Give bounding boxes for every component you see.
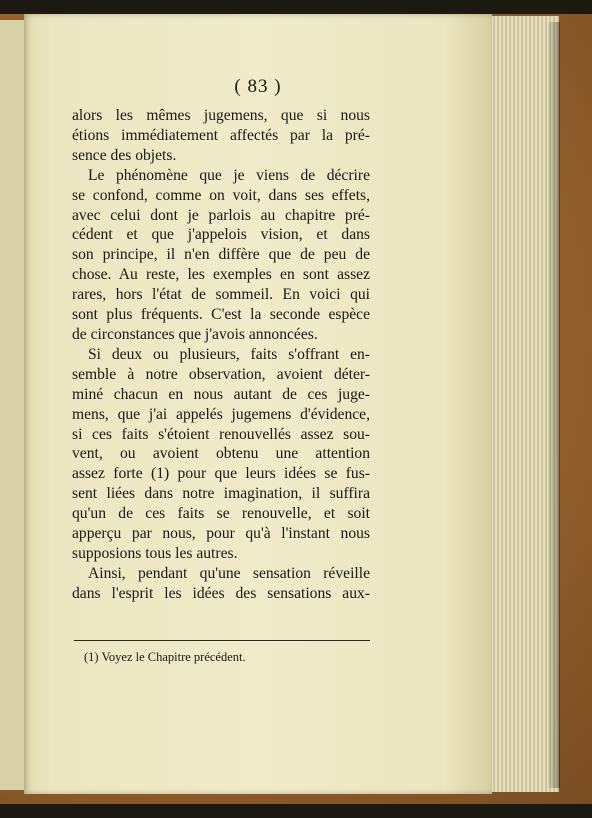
text-line: vent, ou avoient obtenu une attention <box>72 445 370 463</box>
text-line: sont plus fréquents. C'est la seconde espèce <box>72 306 370 324</box>
text-line: qu'un de ces faits se renouvelle, et soit <box>72 505 370 523</box>
page-number: ( 83 ) <box>234 76 282 97</box>
body-text <box>72 106 370 604</box>
text-line: rares, hors l'état de sommeil. En voici qui <box>72 286 370 304</box>
text-line: sence des objets. <box>72 146 177 164</box>
footnote: (1) Voyez le Chapitre précédent. <box>84 650 246 664</box>
text-line: se confond, comme on voit, dans ses effets, <box>72 186 370 204</box>
text-line: avec celui dont je parlois au chapitre pré- <box>72 206 370 224</box>
facing-page-edge <box>0 20 25 790</box>
text-line: alors les mêmes jugemens, que si nous <box>72 107 370 124</box>
text-line: étions immédiatement affectés par la pré- <box>72 126 370 144</box>
text-line: si ces faits s'étoient renouvellés assez sou- <box>72 425 370 443</box>
text-line: supposions tous les autres. <box>72 544 238 562</box>
text-line: sent liées dans notre imagination, il suffira <box>72 485 370 503</box>
text-line: chose. Au reste, les exemples en sont assez <box>72 266 370 284</box>
text-line: assez forte (1) pour que leurs idées se fus- <box>72 465 370 483</box>
text-line: Si deux ou plusieurs, faits s'offrant en- <box>88 345 370 363</box>
book-page <box>24 14 492 794</box>
text-line: Ainsi, pendant qu'une sensation réveille <box>88 564 370 582</box>
text-line: mens, que j'ai appelés jugemens d'évidence, <box>72 405 370 423</box>
text-line: dans l'esprit les idées des sensations aux- <box>72 584 370 602</box>
text-line: Le phénomène que je viens de décrire <box>88 166 370 184</box>
text-line: miné chacun en nous autant de ces juge- <box>72 385 370 403</box>
text-line: apperçu par nous, pour qu'à l'instant nous <box>72 525 370 543</box>
page-edges-shadow <box>548 22 560 788</box>
text-line: semble à notre observation, avoient déter- <box>72 365 370 383</box>
text-line: de circonstances que j'avois annoncées. <box>72 325 318 343</box>
text-line: son principe, il n'en diffère que de peu de <box>72 246 370 264</box>
footnote-rule <box>74 640 370 641</box>
text-line: cédent et que j'appelois vision, et dans <box>72 226 370 244</box>
